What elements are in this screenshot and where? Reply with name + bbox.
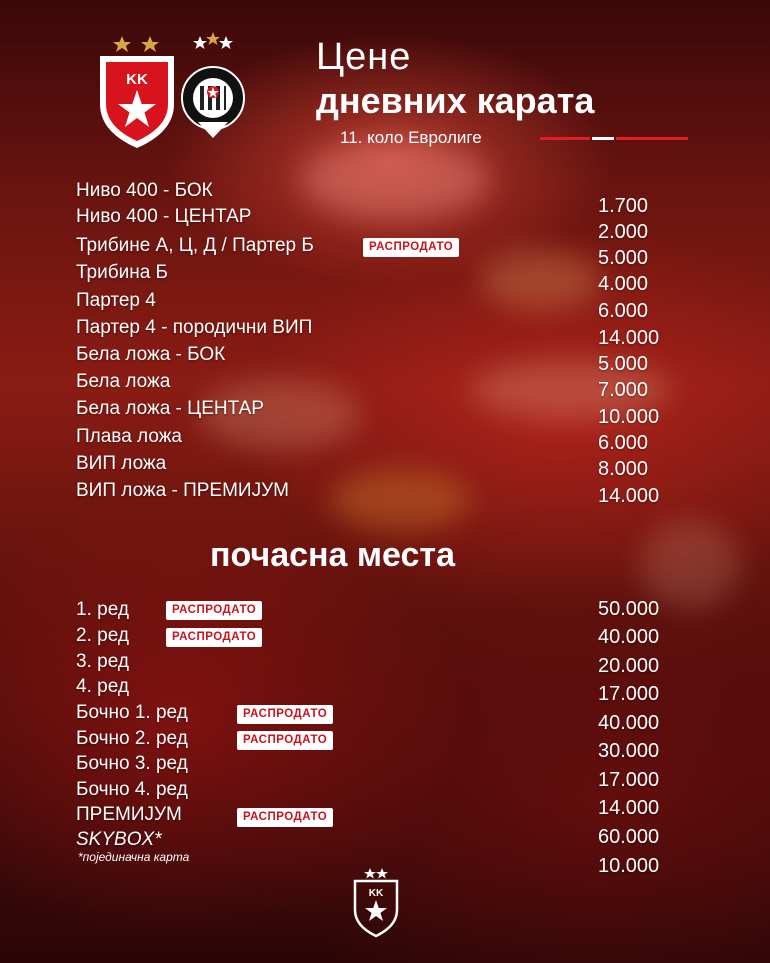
- seat-category: Партер 4 - породични ВИП: [76, 317, 313, 338]
- partizan-crest-icon: [180, 30, 246, 148]
- seat-price: 10.000: [598, 855, 660, 877]
- arena-light: [300, 140, 490, 220]
- svg-text:KK: KK: [368, 888, 384, 899]
- seat-category: Партер 4: [76, 290, 156, 311]
- partizan-logo: [180, 30, 246, 148]
- seat-category: ПРЕМИЈУМ: [76, 804, 182, 825]
- seat-category: 2. ред: [76, 625, 129, 646]
- sold-out-badge: РАСПРОДАТО: [237, 808, 333, 827]
- seat-category: Плава ложа: [76, 426, 182, 447]
- svg-text:KK: KK: [126, 71, 148, 88]
- seat-category: Бела ложа: [76, 371, 171, 392]
- poster-title-line2: дневних карата: [316, 80, 595, 121]
- seat-price: 17.000: [598, 683, 660, 705]
- footer-crest-icon: [352, 866, 400, 938]
- decor-line-red: [616, 137, 688, 140]
- seat-price: 8.000: [598, 458, 649, 480]
- sold-out-badge: РАСПРОДАТО: [237, 705, 333, 724]
- footnote: *појединачна карта: [78, 850, 190, 864]
- seat-category: Бела ложа - БОК: [76, 344, 226, 365]
- seat-category: Ниво 400 - ЦЕНТАР: [76, 206, 252, 227]
- seat-price: 10.000: [598, 406, 660, 428]
- seat-category: Бочно 4. ред: [76, 779, 188, 800]
- seat-price: 30.000: [598, 740, 660, 762]
- seat-price: 17.000: [598, 769, 660, 791]
- poster-subtitle: 11. коло Евролиге: [340, 128, 482, 147]
- poster-title-line1: Цене: [316, 36, 412, 78]
- crvena-zvezda-crest-icon: [96, 32, 178, 152]
- seat-price: 40.000: [598, 712, 660, 734]
- arena-light: [480, 250, 600, 310]
- decor-line-red: [540, 137, 590, 140]
- seat-price: 7.000: [598, 379, 649, 401]
- seat-category: Трибине А, Ц, Д / Партер Б: [76, 235, 314, 256]
- seat-category: Бочно 2. ред: [76, 728, 188, 749]
- footer-club-crest: [352, 866, 400, 938]
- seat-category: Трибина Б: [76, 262, 169, 283]
- crvena-zvezda-logo: [96, 32, 178, 152]
- seat-price: 20.000: [598, 655, 660, 677]
- seat-price: 60.000: [598, 826, 660, 848]
- arena-light: [640, 520, 740, 610]
- seat-price: 14.000: [598, 797, 660, 819]
- seat-price: 6.000: [598, 300, 649, 322]
- seat-price: 6.000: [598, 432, 649, 454]
- seat-category: Ниво 400 - БОК: [76, 180, 213, 201]
- sold-out-badge: РАСПРОДАТО: [166, 601, 262, 620]
- seat-category: 4. ред: [76, 676, 129, 697]
- seat-category-skybox: SKYBOX*: [76, 829, 162, 850]
- seat-price: 50.000: [598, 598, 660, 620]
- sold-out-badge: РАСПРОДАТО: [363, 238, 459, 257]
- sold-out-badge: РАСПРОДАТО: [237, 731, 333, 750]
- seat-price: 40.000: [598, 626, 660, 648]
- arena-light: [330, 470, 470, 530]
- seat-category: ВИП ложа: [76, 453, 167, 474]
- sold-out-badge: РАСПРОДАТО: [166, 628, 262, 647]
- seat-price: 14.000: [598, 327, 660, 349]
- honorary-seats-heading: почасна места: [210, 536, 455, 574]
- seat-price: 2.000: [598, 221, 649, 243]
- seat-category: Бочно 1. ред: [76, 702, 188, 723]
- seat-price: 4.000: [598, 273, 649, 295]
- seat-category: 3. ред: [76, 651, 129, 672]
- seat-category: ВИП ложа - ПРЕМИЈУМ: [76, 480, 289, 501]
- seat-price: 1.700: [598, 195, 649, 217]
- seat-category: Бочно 3. ред: [76, 753, 188, 774]
- seat-category: 1. ред: [76, 599, 129, 620]
- seat-price: 5.000: [598, 353, 649, 375]
- seat-price: 14.000: [598, 485, 660, 507]
- seat-price: 5.000: [598, 247, 649, 269]
- decor-line-white: [592, 137, 614, 140]
- seat-category: Бела ложа - ЦЕНТАР: [76, 398, 264, 419]
